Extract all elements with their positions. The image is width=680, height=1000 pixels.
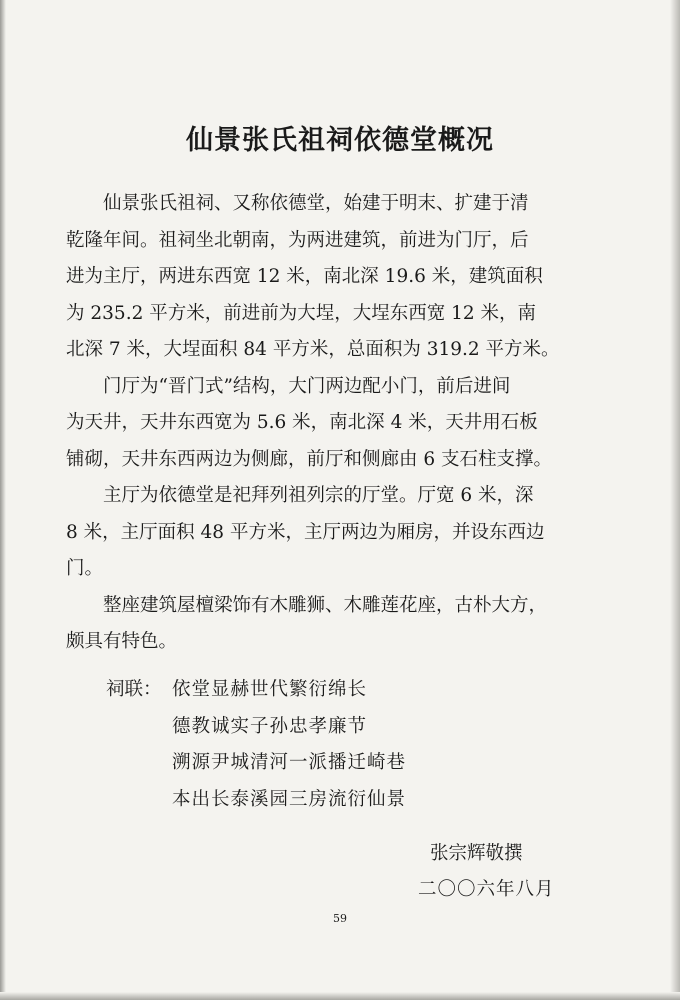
couplet-line: 德教诚实子孙忠孝廉节	[172, 715, 368, 737]
couplet-row	[106, 672, 586, 709]
paragraph-main-hall: 主厅为依德堂是祀拜列祖列宗的厅堂。厅宽 6 米，深 8 米，主厅面积 48 平方米，主厅两边为厢房，并设东西边 门。	[66, 485, 545, 579]
document-body	[66, 186, 586, 661]
couplet-line: 依堂显赫世代繁衍绵长	[172, 679, 368, 700]
paragraph-overview: 仙景张氏祖祠、又称依德堂，始建于明末、扩建于清 乾隆年间。祖祠坐北朝南，为两进建筑，前进为门厅，后 进为主厅，两进东西宽 12 米，南北深 19.6 米，建筑面积 为 235.2 平方米，前进前为大埕，大埕东西宽 12 米，南 北深 7 米，大埕面积 84 平方米，总面积为 319.2 平方米。	[66, 193, 560, 360]
page-shadow-bottom	[0, 992, 680, 1000]
couplet-row	[106, 745, 586, 782]
page-number: 59	[333, 912, 347, 925]
couplet-line: 溯源尹城清河一派播迁崎巷	[172, 752, 407, 773]
document-date: 二〇〇六年八月	[418, 879, 555, 900]
author-signature: 张宗辉敬撰	[430, 843, 523, 864]
paragraph-decoration: 整座建筑屋檀梁饰有木雕狮、木雕莲花座，古朴大方， 颇具有特色。	[66, 594, 548, 652]
couplet-row	[106, 782, 586, 819]
couplet-line: 本出长泰溪园三房流衍仙景	[172, 788, 407, 810]
couplet-row	[106, 709, 586, 746]
document-title: 仙景张氏祖祠依德堂概况	[186, 125, 494, 156]
couplet-block	[106, 672, 586, 818]
paragraph-gate-hall: 门厅为“晋门式”结构，大门两边配小门，前后进间 为天井，天井东西宽为 5.6 米，南北深 4 米，天井用石板 铺砌，天井东西两边为侧廊，前厅和侧廊由 6 支石柱支撑。	[66, 375, 553, 470]
couplet-label: 祠联：	[106, 679, 162, 700]
